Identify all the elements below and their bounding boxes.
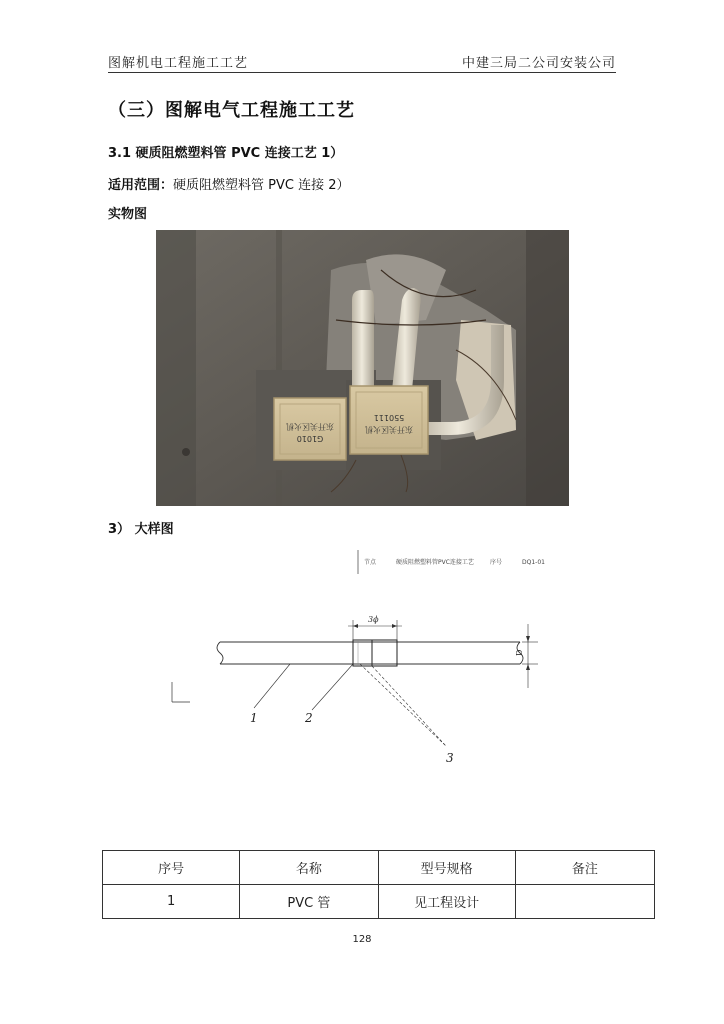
table-header-cell: 型号规格 [378, 851, 515, 885]
photo-caption: 实物图 [108, 207, 148, 222]
page-number: 128 [352, 934, 372, 945]
section-title: （三）图解电气工程施工工艺 [108, 100, 355, 121]
table-cell: 1 [103, 885, 240, 919]
scope-line [108, 174, 350, 193]
table-header-cell: 备注 [515, 851, 654, 885]
right-box-label-2: 东开关区火机 [365, 425, 413, 434]
scope-text: 硬质阻燃塑料管 PVC 连接 2） [173, 178, 350, 193]
callout-2: 2 [305, 711, 313, 725]
callout-1: 1 [250, 711, 258, 725]
detail-caption: 3） 大样图 [108, 522, 174, 537]
installation-photo [156, 230, 569, 506]
spec-table [102, 850, 655, 919]
drawing-seq-label: 序号 [490, 559, 503, 566]
left-box-label-1: 东开关区火机 [286, 422, 334, 431]
left-box-label-2: G1010 [296, 434, 324, 443]
table-cell [515, 885, 654, 919]
table-header-cell: 序号 [103, 851, 240, 885]
table-cell: PVC 管 [240, 885, 378, 919]
header-left-title: 图解机电工程施工工艺 [108, 56, 249, 71]
scope-label: 适用范围： [108, 178, 174, 193]
drawing-title-prefix: 节点 [364, 559, 377, 566]
subsection-title: 3.1 硬质阻燃塑料管 PVC 连接工艺 1） [108, 146, 344, 161]
pvc-joint-detail-drawing [150, 540, 590, 775]
drawing-title: 硬质阻燃塑料管PVC连接工艺 [396, 559, 474, 566]
right-box-label-1: 550111 [373, 413, 405, 422]
table-header-row [103, 851, 655, 885]
dim-top-label: 3ϕ [368, 615, 379, 624]
drawing-seq-value: DQ1-01 [522, 559, 545, 566]
header-divider [108, 72, 616, 73]
dim-side-label: D [515, 649, 524, 656]
callout-3: 3 [446, 751, 454, 765]
table-cell: 见工程设计 [378, 885, 515, 919]
header-right-company: 中建三局二公司安装公司 [461, 56, 616, 71]
table-header-cell: 名称 [240, 851, 378, 885]
table-row [103, 885, 655, 919]
